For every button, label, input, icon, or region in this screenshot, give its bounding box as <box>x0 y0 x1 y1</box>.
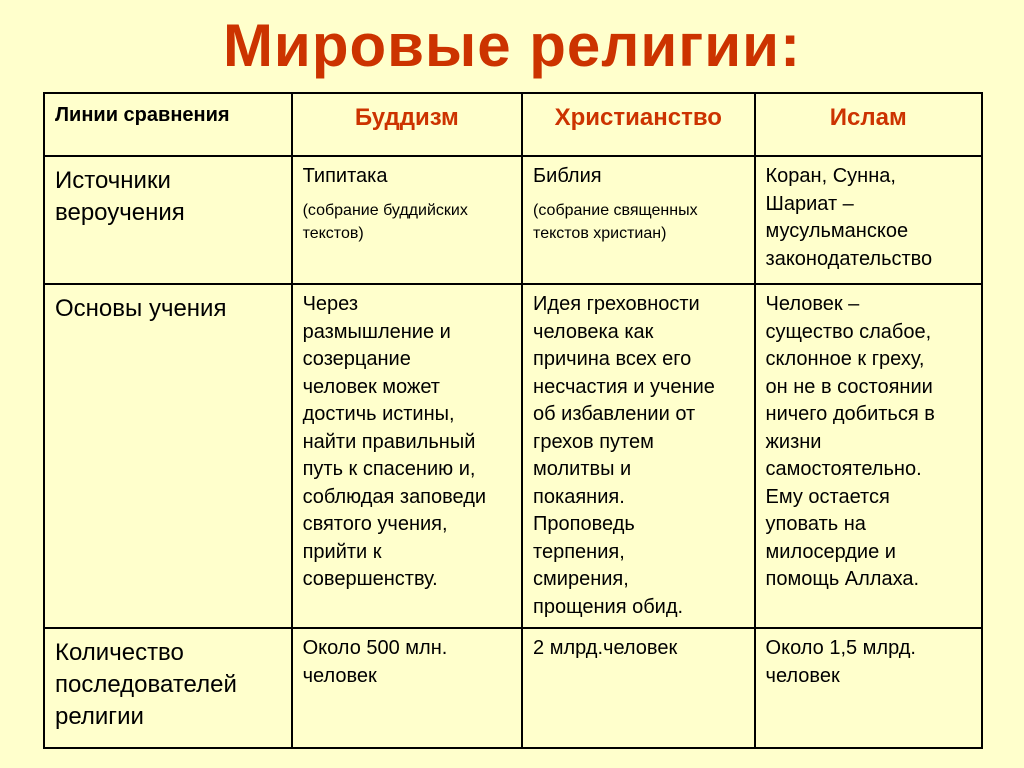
header-criteria-label: Линии сравнения <box>55 104 230 126</box>
comparison-table <box>43 92 983 749</box>
header-buddhism <box>292 93 522 156</box>
header-christianity-label: Христианство <box>554 104 722 131</box>
header-christianity <box>522 93 754 156</box>
cell-islam-teaching: Человек – существо слабое, склонное к греху, он не в состоянии ничего добиться в жизни самостоятельно. Ему остается уповать на милосердие и помощь Аллаха. <box>755 284 982 628</box>
cell-text: Библия <box>533 165 602 187</box>
table-row <box>44 628 982 748</box>
header-buddhism-label: Буддизм <box>354 104 459 131</box>
row-label-followers: Количество последователей религии <box>44 628 292 748</box>
cell-note: (собрание священных текстов христиан) <box>533 201 698 242</box>
cell-note: (собрание буддийских текстов) <box>302 201 468 242</box>
page-title: Мировые религии: <box>222 12 802 79</box>
cell-islam-followers: Около 1,5 млрд. человек <box>755 628 982 748</box>
cell-text: Типитака <box>302 165 388 187</box>
header-islam <box>755 93 982 156</box>
header-islam-label: Ислам <box>829 104 907 131</box>
cell-islam-sources: Коран, Сунна, Шариат – мусульманское законодательство <box>755 156 982 284</box>
cell-christianity-teaching: Идея греховности человека как причина всех его несчастия и учение об избавлении от грехов путем молитвы и покаяния. Проповедь терпения, смирения, прощения обид. <box>522 284 754 628</box>
cell-buddhism-teaching: Через размышление и созерцание человек может достичь истины, найти правильный путь к спасению и, соблюдая заповеди святого учения, прийти к совершенству. <box>292 284 522 628</box>
row-label-sources: Источники вероучения <box>44 156 292 284</box>
row-label-teaching: Основы учения <box>44 284 292 628</box>
cell-buddhism-followers: Около 500 млн. человек <box>292 628 522 748</box>
cell-christianity-sources <box>522 156 754 284</box>
cell-christianity-followers: 2 млрд.человек <box>522 628 754 748</box>
table-row <box>44 156 982 284</box>
cell-buddhism-sources <box>292 156 522 284</box>
table-header-row <box>44 93 982 156</box>
table-row <box>44 284 982 628</box>
header-criteria <box>44 93 292 156</box>
